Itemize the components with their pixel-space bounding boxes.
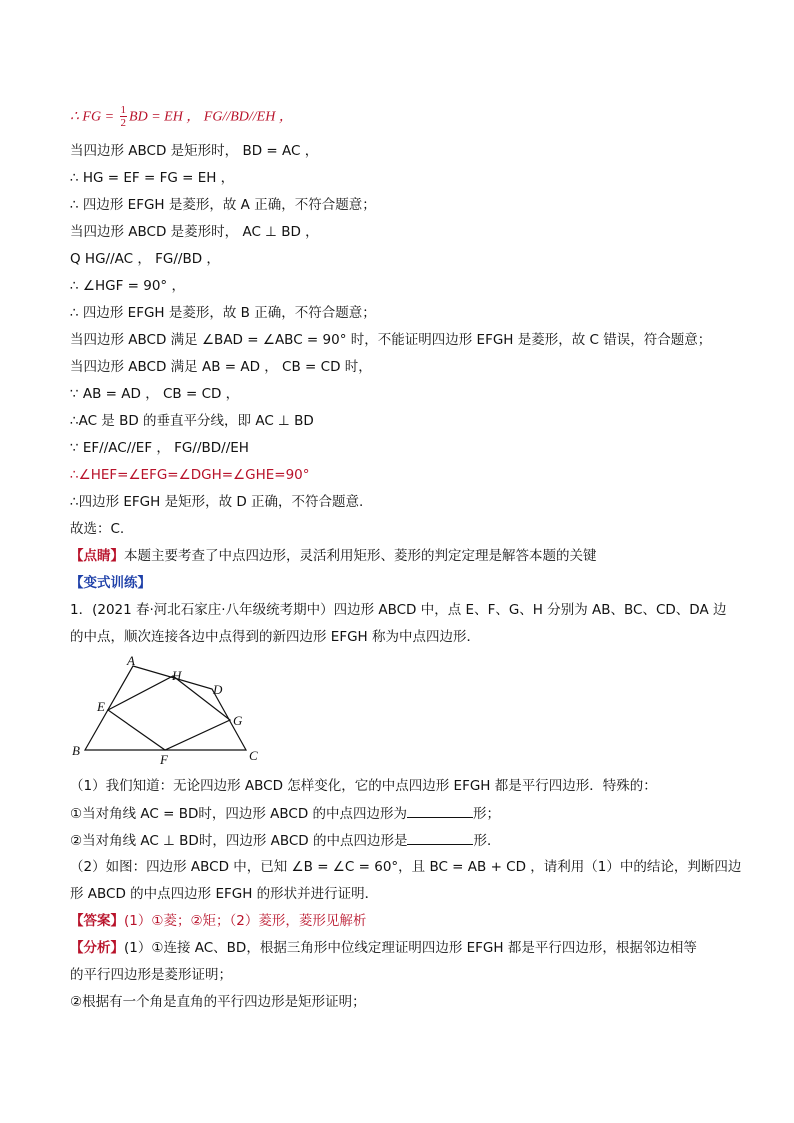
math-fragment: BD = EH ， FG//BD//EH ， bbox=[129, 109, 293, 125]
label-e: E bbox=[97, 699, 105, 714]
variant-training-title: 【变式训练】 bbox=[70, 575, 151, 591]
analysis-text-1: (1）①连接 AC、BD，根据三角形中位线定理证明四边形 EFGH 都是平行四边形，根据邻边相等 bbox=[124, 940, 697, 956]
label-g: G bbox=[233, 713, 243, 728]
quadrilateral-efgh bbox=[108, 676, 230, 750]
solution-line-2: 当四边形 ABCD 是矩形时， BD = AC ， bbox=[70, 143, 319, 159]
part1-item-b bbox=[70, 831, 730, 850]
answer-line bbox=[70, 912, 730, 930]
dianjing-text: 本题主要考查了中点四边形，灵活利用矩形、菱形的判定定理是解答本题的关键 bbox=[124, 548, 597, 564]
fraction-denominator: 2 bbox=[120, 117, 127, 129]
solution-line-3: ∴ HG = EF = FG = EH ， bbox=[70, 170, 235, 186]
part1-intro: （1）我们知道：无论四边形 ABCD 怎样变化，它的中点四边形 EFGH 都是平行四边形．特殊的： bbox=[70, 778, 657, 794]
solution-line-13: ∵ EF//AC//EF ， FG//BD//EH bbox=[70, 440, 249, 456]
solution-line-4: ∴ 四边形 EFGH 是菱形，故 A 正确，不符合题意； bbox=[70, 197, 376, 213]
answer-blank-1[interactable] bbox=[407, 804, 473, 818]
solution-line-7: ∴ ∠HGF = 90° ， bbox=[70, 278, 185, 294]
dianjing-tag: 【点睛】 bbox=[70, 548, 124, 564]
solution-line-11: ∵ AB = AD ， CB = CD ， bbox=[70, 386, 240, 402]
label-a: A bbox=[127, 653, 135, 668]
solution-line-5: 当四边形 ABCD 是菱形时， AC ⊥ BD ， bbox=[70, 224, 319, 240]
part1-b-text: ②当对角线 AC ⊥ BD时，四边形 ABCD 的中点四边形是 bbox=[70, 833, 408, 849]
answer-blank-2[interactable] bbox=[407, 831, 473, 845]
analysis-line-3: ②根据有一个角是直角的平行四边形是矩形证明； bbox=[70, 994, 366, 1010]
label-f: F bbox=[160, 752, 168, 767]
question-line-1: 1．(2021 春·河北石家庄·八年级统考期中）四边形 ABCD 中，点 E、F、G、H 分别为 AB、BC、CD、DA 边 bbox=[70, 602, 727, 618]
answer-text: (1）①菱；②矩；（2）菱形，菱形见解析 bbox=[124, 913, 367, 929]
fraction-numerator: 1 bbox=[120, 104, 127, 116]
solution-line-1 bbox=[70, 104, 730, 129]
analysis-line-2: 的平行四边形是菱形证明； bbox=[70, 967, 232, 983]
part1-a-text: ①当对角线 AC = BD时，四边形 ABCD 的中点四边形为 bbox=[70, 806, 408, 822]
part2-line-2: 形 ABCD 的中点四边形 EFGH 的形状并进行证明． bbox=[70, 886, 379, 902]
label-h: H bbox=[172, 668, 182, 683]
solution-line-8: ∴ 四边形 EFGH 是菱形，故 B 正确，不符合题意； bbox=[70, 305, 376, 321]
quadrilateral-abcd bbox=[85, 666, 246, 750]
dianjing-line bbox=[70, 547, 730, 565]
part1-item-a bbox=[70, 804, 730, 823]
label-c: C bbox=[249, 748, 258, 763]
analysis-line-1 bbox=[70, 939, 730, 957]
solution-line-14: ∴∠HEF=∠EFG=∠DGH=∠GHE=90° bbox=[70, 467, 310, 483]
solution-line-6: Q HG//AC ， FG//BD ， bbox=[70, 251, 220, 267]
question-line-2: 的中点，顺次连接各边中点得到的新四边形 EFGH 称为中点四边形． bbox=[70, 629, 480, 645]
solution-line-15: ∴四边形 EFGH 是矩形，故 D 正确，不符合题意. bbox=[70, 494, 364, 510]
part1-a-suffix: 形； bbox=[473, 806, 501, 822]
label-b: B bbox=[72, 743, 80, 758]
part1-b-suffix: 形． bbox=[473, 833, 501, 849]
solution-line-10: 当四边形 ABCD 满足 AB = AD ， CB = CD 时， bbox=[70, 359, 372, 375]
solution-line-12: ∴AC 是 BD 的垂直平分线，即 AC ⊥ BD bbox=[70, 413, 314, 429]
solution-line-9: 当四边形 ABCD 满足 ∠BAD = ∠ABC = 90° 时，不能证明四边形 EFGH 是菱形，故 C 错误，符合题意； bbox=[70, 332, 712, 348]
quadrilateral-figure bbox=[70, 652, 270, 768]
label-d: D bbox=[213, 682, 223, 697]
part2-line-1: （2）如图：四边形 ABCD 中，已知 ∠B = ∠C = 60°，且 BC = AB + CD ，请利用（1）中的结论，判断四边 bbox=[70, 859, 742, 875]
solution-line-16: 故选：C. bbox=[70, 521, 125, 537]
answer-tag: 【答案】 bbox=[70, 913, 124, 929]
analysis-tag: 【分析】 bbox=[70, 940, 124, 956]
fraction-one-half bbox=[120, 104, 128, 129]
math-fragment: ∴ FG = bbox=[70, 109, 118, 125]
